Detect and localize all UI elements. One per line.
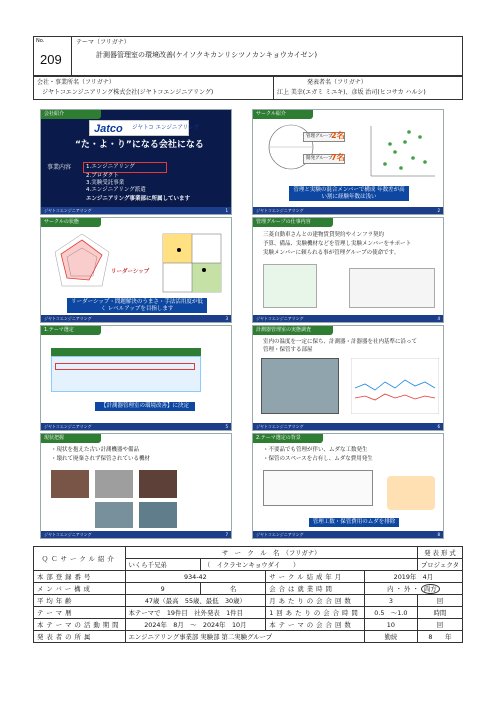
theme-value: 計測器管理室の環境改善(ケイソクキカンリシツノカンキョウカイゼン): [96, 51, 318, 59]
slide-1-tab: 会社紹介: [44, 111, 65, 117]
slide-6: 計測器管理室の実態調査 室内の温度を一定に保ち、計測器・計器器を社内基準に沿って 管理・保管する部屋 ジヤトコエンジニアリング 6: [252, 325, 444, 431]
slide-1-item-3: 3.実験受託事業: [86, 180, 125, 186]
members-label: メンバー構成: [34, 583, 126, 595]
table-body: [51, 356, 201, 392]
photo-1: [51, 470, 89, 498]
slide-1-item-4: 4.エンジニアリング派遣: [86, 187, 146, 193]
table-header: [51, 348, 201, 356]
company-row: [33, 76, 463, 100]
slide-3-caption: リーダーシップ・問題解決のうまさ・手法活用度が低く レベルアップを目指します: [67, 298, 207, 313]
slide-8-line-2: ・保管のスペースを占有し、ムダな費用発生: [263, 456, 373, 462]
slide-3: サークルの状態 リーダーシップ リーダーシップ・問題解決のうまさ・手法活用度が低く レベルアップを目指します ジヤトコエンジニアリング 3: [40, 217, 232, 323]
slide-4-line-3: 実験メンバーに頼られる事が管理グループの使命です。: [263, 250, 400, 256]
presentation-value: プロジェクタ: [417, 559, 462, 571]
meeting-selected: 両方: [421, 584, 440, 594]
people-illustration: [387, 476, 435, 510]
cost-table: [263, 470, 373, 506]
monthly-unit: 回: [417, 595, 462, 607]
number-value: 209: [40, 52, 62, 67]
slide-4: 管理グループの仕事内容 三菱自動車さんとの建物賃貸契約やインフラ契約 予算、備品、実験機材などを管理し実験メンバーをサポート 実験メンバーに頼られる事が管理グループの使命です。 ジヤトコエンジニアリング 4: [252, 217, 444, 323]
theme-count-value: 本テーマで 19件目 社外発表 1件目: [125, 607, 266, 619]
age-label: 平均年齢: [34, 595, 126, 607]
monthly-value: 3: [364, 595, 417, 607]
members-value: 9: [125, 583, 200, 595]
formed-label: サークル結成年月: [266, 571, 365, 583]
slide-7-tab: 現状把握: [44, 435, 65, 441]
scatter-chart: [365, 122, 437, 182]
slide-7-line-2: ・壊れて廃棄されず保管されている機材: [51, 456, 151, 462]
slide-1-item-5: エンジニアリング事業部に所属しています: [86, 196, 191, 202]
photo-2: [95, 470, 133, 498]
meeting-label: 会合は就業時間: [266, 583, 365, 595]
dept-label: 発表者の所属: [34, 631, 126, 643]
reg-value: 934-42: [125, 571, 266, 583]
slide-5: 1.テーマ選定 【計測器管理室の環境改善】に決定 ジヤトコエンジニアリング 5: [40, 325, 232, 431]
tenure-value: 8 年: [417, 631, 462, 643]
reg-label: 本部登録番号: [34, 571, 126, 583]
selected-row: [55, 363, 195, 370]
slide-3-tab: サークルの状態: [44, 219, 79, 225]
slide-7: 現状把握 ・現状を抱えた古い計測機器や備品 ・壊れて廃棄されず保管されている機材 ジヤトコエンジニアリング 7: [40, 433, 232, 539]
room-photo: [261, 358, 339, 414]
monthly-label: 月あたりの会合回数: [266, 595, 365, 607]
slide-4-line-1: 三菱自動車さんとの建物賃貸契約やインフラ契約: [263, 232, 385, 238]
per-meeting-unit: 時間: [417, 607, 462, 619]
presenter-value: 江上 美幸(エガミ ミユキ)、彦坂 治司(ヒコサカ ハルシ): [277, 89, 426, 96]
theme-label: テーマ（フリガナ）: [76, 39, 130, 46]
slide-7-line-1: ・現状を抱えた古い計測機器や備品: [51, 447, 140, 453]
presentation-label: 発 表 形 式: [417, 547, 462, 559]
screenshot-image: [349, 268, 435, 308]
slide-1-slogan: “た・よ・り”になる会社になる: [75, 140, 204, 150]
theme-meetings-label: 本テーマの会合回数: [266, 619, 365, 631]
number-cell: [34, 37, 72, 75]
slide-6-line-2: 管理・保管する部屋: [263, 347, 313, 353]
period-label: 本テーマの活動期間: [34, 619, 126, 631]
group-a-box: 管理グループ: [303, 132, 345, 142]
dept-value: エンジニアリング事業部 実験部 第二実験グループ: [125, 631, 364, 643]
slide-1-biz-label: 事業内容: [47, 164, 72, 171]
group-b-count: 7名: [331, 153, 345, 162]
illustration: [263, 264, 317, 308]
member-diagram: [261, 122, 341, 182]
members-unit: 名: [200, 583, 265, 595]
radar-chart: [47, 230, 117, 296]
slide-4-line-2: 予算、備品、実験機材などを管理し実験メンバーをサポート: [263, 241, 412, 247]
slide-5-tab: 1.テーマ選定: [44, 327, 74, 333]
group-b-box: 開発グループ: [303, 154, 345, 164]
slide-4-tab: 管理グループの仕事内容: [256, 219, 311, 225]
slide-8-line-1: ・不要品でも管理が伴い、ムダな工数発生: [263, 447, 368, 453]
number-label: No.: [36, 38, 45, 44]
circle-kana: （ イクラセンキョウダイ ）: [200, 559, 417, 571]
photo-5: [139, 502, 177, 528]
matrix-chart: [159, 230, 225, 296]
qc-label: ＱＣサークル紹介: [34, 547, 126, 571]
per-meeting-value: 0.5 ～1.0: [364, 607, 417, 619]
leader-label: リーダーシップ: [111, 269, 150, 275]
circle-info-table: [33, 546, 463, 643]
slide-5-caption: 【計測器管理室の環境改善】に決定: [95, 402, 195, 411]
per-meeting-label: 1回あたりの会合時間: [266, 607, 365, 619]
slide-8-tab: 2.テーマ選定の背景: [256, 435, 301, 441]
formed-value: 2019年 4月: [364, 571, 462, 583]
period-value: 2024年 8月 ～ 2024年 10月: [125, 619, 266, 631]
slide-2-caption: 管理と実験の混合メンバーで構成 年数差が高い割に経験年数は浅い: [289, 186, 409, 201]
meeting-options: 内 ・ 外 ・ 両方: [364, 583, 462, 595]
theme-meetings-value: 10: [364, 619, 417, 631]
slide-6-tab: 計測器管理室の実態調査: [256, 327, 312, 333]
group-a-count: 2名: [331, 131, 345, 140]
slide-1-item-1: 1.エンジニアリング: [86, 164, 135, 170]
slide-8: 2.テーマ選定の背景 ・不要品でも管理が伴い、ムダな工数発生 ・保管のスペースを占有し、ムダな費用発生 管理工数・保管費用のムダを排除 ジヤトコエンジニアリング 8: [252, 433, 444, 539]
theme-header: [33, 36, 463, 76]
slide-1-item-2: 2.プロダクト: [86, 173, 119, 179]
photo-3: [139, 470, 177, 498]
slide-1: 会社紹介 Jatco ジヤトコ エンジニアリング “た・よ・り”になる会社になる 事業内容 1.エンジニアリング 2.プロダクト 3.実験受託事業 4.エンジニアリング派遣 エンジニアリング事業部に所属しています ジヤトコエンジニアリング 1: [40, 109, 232, 215]
slide-2: サークル紹介 管理グループ 2名 開発グループ 7名 管理と実験の混合メンバーで構成 年数差が高い割に経験年数は浅い ジヤトコエンジニアリング 2: [252, 109, 444, 215]
theme-meetings-unit: 回: [417, 619, 462, 631]
company-value: ジヤトコエンジニアリング株式会社(ジヤトコエンジニアリング): [42, 89, 214, 96]
theme-count-label: テーマ暦: [34, 607, 126, 619]
slide-8-caption: 管理工数・保管費用のムダを排除: [309, 518, 399, 527]
age-value: 47歳（最高 55歳、最低 30歳）: [125, 595, 266, 607]
temperature-chart: [351, 358, 439, 414]
circle-name: いくら千兄弟: [125, 559, 200, 571]
tenure-label: 勤続: [364, 631, 417, 643]
slide-2-tab: サークル紹介: [256, 111, 286, 117]
presenter-label: 発表者名（フリガナ）: [307, 79, 367, 86]
jatco-logo: Jatco ジヤトコ エンジニアリング: [89, 120, 189, 136]
photo-4: [95, 502, 133, 528]
circle-name-label: サ ー ク ル 名 （フリガナ）: [125, 547, 417, 559]
slide-6-line-1: 室内の温度を一定に保ち、計測器・計器器を社内基準に沿って: [263, 339, 418, 345]
company-label: 会社・事業所名（フリガナ）: [37, 79, 115, 86]
